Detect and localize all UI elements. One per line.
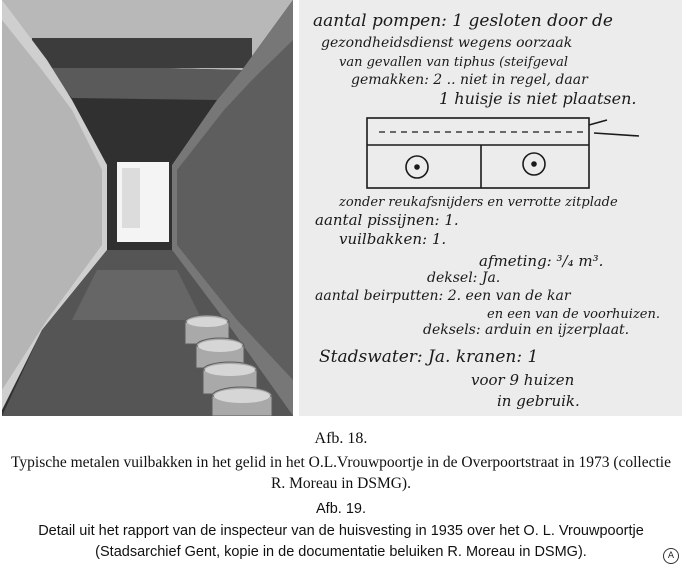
report-line-1: aantal pompen: 1 gesloten door de: [313, 11, 613, 31]
figure-19-label: Afb. 19.: [316, 501, 366, 517]
handwritten-report-photo: [299, 0, 682, 416]
figure-18-label: Afb. 18.: [314, 430, 368, 447]
report-line-14: Stadswater: Ja. kranen: 1: [319, 347, 539, 367]
report-line-10: deksel: Ja.: [427, 270, 501, 286]
report-line-5: 1 huisje is niet plaatsen.: [439, 89, 637, 108]
report-line-11: aantal beirputten: 2. een van de kar: [315, 288, 571, 304]
report-line-13: deksels: arduin en ijzerplaat.: [423, 322, 630, 338]
report-line-8: vuilbakken: 1.: [339, 230, 447, 248]
report-line-6: zonder reukafsnijders en verrotte zitplade: [339, 195, 618, 210]
accessibility-badge[interactable]: A: [663, 548, 679, 564]
report-line-16: in gebruik.: [497, 392, 580, 410]
report-line-7: aantal pissijnen: 1.: [315, 211, 459, 229]
report-line-3: van gevallen van tiphus (steifgeval: [339, 55, 568, 70]
report-line-4: gemakken: 2 .. niet in regel, daar: [351, 72, 588, 88]
report-line-2: gezondheidsdienst wegens oorzaak: [321, 35, 573, 51]
alley-photo: [2, 0, 293, 416]
figure-18-caption: Typische metalen vuilbakken in het gelid in het O.L.Vrouwpoortje in de Overpoortstraat in 1973 (collectie R. Moreau in DSMG).: [11, 454, 671, 492]
report-line-15: voor 9 huizen: [471, 371, 575, 389]
report-line-12: en een van de voorhuizen.: [487, 307, 660, 322]
report-line-9: afmeting: ³/₄ m³.: [479, 252, 604, 270]
figure-19-caption: Detail uit het rapport van de inspecteur van de huisvesting in 1935 over het O. L. Vrouwpoortje (Stadsarchief Gent, kopie in de documentatie beluiken R. Moreau in DSMG).: [38, 523, 644, 560]
